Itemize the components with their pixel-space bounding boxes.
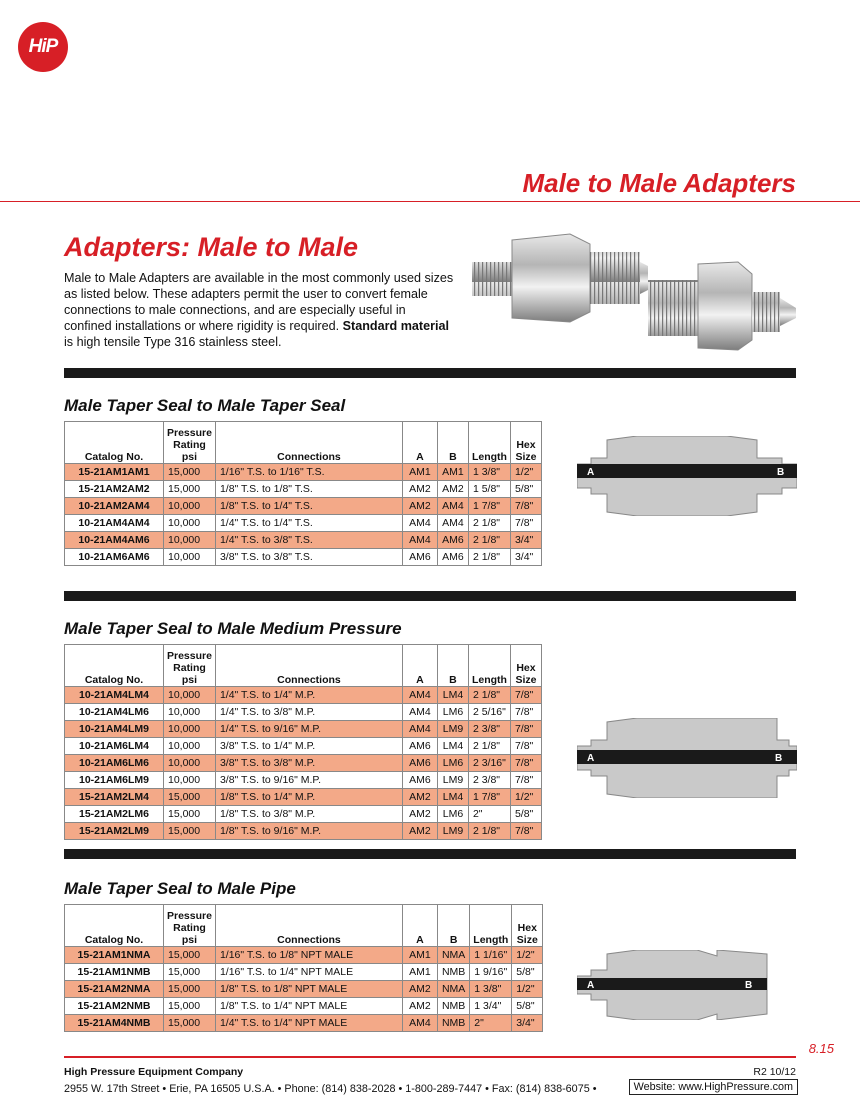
connections-cell: 1/16" T.S. to 1/8" NPT MALE: [215, 947, 402, 964]
table-row: [65, 1015, 543, 1032]
hip-logo: HiP: [18, 22, 68, 72]
b-cell: AM4: [437, 498, 468, 515]
connections-cell: 1/8" T.S. to 1/4" M.P.: [215, 789, 402, 806]
hex-cell: 7/8": [510, 704, 541, 721]
pressure-cell: 10,000: [164, 498, 216, 515]
diagram-label-b: B: [745, 980, 753, 991]
diagram-label-a: A: [587, 467, 595, 478]
length-cell: 2 1/8": [468, 687, 510, 704]
connections-cell: 1/4" T.S. to 9/16" M.P.: [215, 721, 402, 738]
connections-cell: 1/8" T.S. to 3/8" M.P.: [215, 806, 402, 823]
hex-cell: 3/4": [512, 1015, 543, 1032]
hex-cell: 7/8": [510, 687, 541, 704]
section-divider: [64, 368, 796, 378]
table-row: [65, 704, 542, 721]
table-row: [65, 721, 542, 738]
catalog-cell: 15-21AM2LM6: [65, 806, 164, 823]
diagram-label-b: B: [775, 753, 783, 764]
table-row: [65, 464, 542, 481]
hex-cell: 7/8": [510, 721, 541, 738]
catalog-cell: 15-21AM2LM9: [65, 823, 164, 840]
section-heading: Adapters: Male to Male: [64, 232, 359, 262]
pressure-cell: 15,000: [164, 998, 216, 1015]
b-cell: LM9: [437, 772, 468, 789]
diagram-ts-pipe: [577, 950, 797, 1020]
hex-cell: 3/4": [510, 549, 541, 566]
pressure-cell: 10,000: [164, 549, 216, 566]
connections-cell: 3/8" T.S. to 3/8" T.S.: [215, 549, 402, 566]
hex-cell: 7/8": [510, 515, 541, 532]
col-b: B: [437, 422, 468, 464]
pressure-cell: 15,000: [164, 481, 216, 498]
a-cell: AM1: [402, 464, 437, 481]
pressure-cell: 15,000: [164, 981, 216, 998]
connections-cell: 1/16" T.S. to 1/4" NPT MALE: [215, 964, 402, 981]
length-cell: 2 3/8": [468, 721, 510, 738]
hex-cell: 1/2": [512, 981, 543, 998]
page-title: Male to Male Adapters: [522, 168, 796, 198]
catalog-cell: 10-21AM6LM6: [65, 755, 164, 772]
hex-cell: 7/8": [510, 738, 541, 755]
table-row: [65, 772, 542, 789]
connections-cell: 1/4" T.S. to 1/4" M.P.: [215, 687, 402, 704]
connections-cell: 3/8" T.S. to 3/8" M.P.: [215, 755, 402, 772]
col-connections: Connections: [215, 422, 402, 464]
b-cell: NMB: [437, 998, 469, 1015]
pressure-cell: 10,000: [164, 515, 216, 532]
col-hex: Hex Size: [510, 645, 541, 687]
catalog-cell: 10-21AM4AM6: [65, 532, 164, 549]
hex-cell: 1/2": [510, 789, 541, 806]
length-cell: 1 3/8": [468, 464, 510, 481]
table-row: [65, 738, 542, 755]
length-cell: 2": [468, 806, 510, 823]
a-cell: AM1: [402, 947, 437, 964]
length-cell: 2 1/8": [468, 823, 510, 840]
pressure-cell: 10,000: [164, 755, 216, 772]
col-a: A: [402, 645, 437, 687]
col-a: A: [402, 905, 437, 947]
hex-cell: 5/8": [512, 998, 543, 1015]
b-cell: LM9: [437, 721, 468, 738]
b-cell: NMA: [437, 981, 469, 998]
a-cell: AM2: [402, 789, 437, 806]
length-cell: 1 3/4": [470, 998, 512, 1015]
a-cell: AM1: [402, 964, 437, 981]
catalog-cell: 10-21AM6LM9: [65, 772, 164, 789]
a-cell: AM4: [402, 515, 437, 532]
section-title-ts-mp: Male Taper Seal to Male Medium Pressure: [64, 619, 402, 638]
col-a: A: [402, 422, 437, 464]
b-cell: AM2: [437, 481, 468, 498]
col-length: Length: [470, 905, 512, 947]
a-cell: AM6: [402, 755, 437, 772]
page-number: 8.15: [808, 1041, 834, 1056]
pressure-cell: 10,000: [164, 532, 216, 549]
pressure-cell: 15,000: [164, 789, 216, 806]
col-b: B: [437, 905, 469, 947]
length-cell: 1 7/8": [468, 789, 510, 806]
catalog-cell: 10-21AM4LM9: [65, 721, 164, 738]
b-cell: AM1: [437, 464, 468, 481]
length-cell: 2 1/8": [468, 515, 510, 532]
table-row: [65, 998, 543, 1015]
hex-cell: 5/8": [512, 964, 543, 981]
company-address: 2955 W. 17th Street • Erie, PA 16505 U.S.A. • Phone: (814) 838-2028 • 1-800-289-7447 • Fax: (814) 838-6075 •: [64, 1083, 597, 1095]
length-cell: 1 1/16": [470, 947, 512, 964]
col-pressure: Pressure Rating psi: [164, 645, 216, 687]
table-row: [65, 789, 542, 806]
table-row: [65, 687, 542, 704]
b-cell: LM4: [437, 789, 468, 806]
catalog-cell: 10-21AM6LM4: [65, 738, 164, 755]
col-connections: Connections: [215, 645, 402, 687]
col-catalog: Catalog No.: [65, 645, 164, 687]
hex-cell: 1/2": [512, 947, 543, 964]
adapters-photo: [470, 222, 800, 357]
catalog-cell: 15-21AM2NMB: [65, 998, 164, 1015]
hex-cell: 5/8": [510, 806, 541, 823]
catalog-cell: 15-21AM2LM4: [65, 789, 164, 806]
a-cell: AM6: [402, 549, 437, 566]
table-ts-ts: [64, 421, 542, 566]
a-cell: AM4: [402, 687, 437, 704]
table-row: [65, 964, 543, 981]
connections-cell: 1/4" T.S. to 1/4" NPT MALE: [215, 1015, 402, 1032]
length-cell: 1 5/8": [468, 481, 510, 498]
b-cell: LM6: [437, 704, 468, 721]
pressure-cell: 15,000: [164, 947, 216, 964]
col-catalog: Catalog No.: [65, 422, 164, 464]
website-link[interactable]: Website: www.HighPressure.com: [629, 1079, 798, 1095]
length-cell: 2 3/8": [468, 772, 510, 789]
a-cell: AM4: [402, 1015, 437, 1032]
a-cell: AM6: [402, 738, 437, 755]
connections-cell: 3/8" T.S. to 1/4" M.P.: [215, 738, 402, 755]
length-cell: 1 3/8": [470, 981, 512, 998]
connections-cell: 3/8" T.S. to 9/16" M.P.: [215, 772, 402, 789]
a-cell: AM4: [402, 532, 437, 549]
table-row: [65, 515, 542, 532]
length-cell: 1 9/16": [470, 964, 512, 981]
col-catalog: Catalog No.: [65, 905, 164, 947]
b-cell: LM4: [437, 738, 468, 755]
catalog-cell: 15-21AM1NMA: [65, 947, 164, 964]
connections-cell: 1/4" T.S. to 3/8" M.P.: [215, 704, 402, 721]
length-cell: 2 1/8": [468, 738, 510, 755]
b-cell: AM4: [437, 515, 468, 532]
table-row: [65, 481, 542, 498]
section-title-ts-ts: Male Taper Seal to Male Taper Seal: [64, 396, 346, 415]
a-cell: AM4: [402, 704, 437, 721]
catalog-cell: 15-21AM2NMA: [65, 981, 164, 998]
section-divider: [64, 849, 796, 859]
connections-cell: 1/8" T.S. to 1/8" NPT MALE: [215, 981, 402, 998]
pressure-cell: 10,000: [164, 738, 216, 755]
company-name: High Pressure Equipment Company: [64, 1066, 244, 1078]
table-row: [65, 981, 543, 998]
length-cell: 2 1/8": [468, 532, 510, 549]
connections-cell: 1/4" T.S. to 1/4" T.S.: [215, 515, 402, 532]
b-cell: LM9: [437, 823, 468, 840]
hex-cell: 5/8": [510, 481, 541, 498]
pressure-cell: 15,000: [164, 964, 216, 981]
b-cell: NMB: [437, 964, 469, 981]
pressure-cell: 10,000: [164, 772, 216, 789]
pressure-cell: 10,000: [164, 721, 216, 738]
connections-cell: 1/8" T.S. to 9/16" M.P.: [215, 823, 402, 840]
a-cell: AM2: [402, 981, 437, 998]
table-row: [65, 823, 542, 840]
table-ts-mp: [64, 644, 542, 840]
col-hex: Hex Size: [512, 905, 543, 947]
b-cell: LM6: [437, 755, 468, 772]
pressure-cell: 15,000: [164, 1015, 216, 1032]
a-cell: AM2: [402, 498, 437, 515]
connections-cell: 1/8" T.S. to 1/4" NPT MALE: [215, 998, 402, 1015]
pressure-cell: 10,000: [164, 704, 216, 721]
col-b: B: [437, 645, 468, 687]
a-cell: AM6: [402, 772, 437, 789]
b-cell: AM6: [437, 549, 468, 566]
catalog-cell: 10-21AM4AM4: [65, 515, 164, 532]
connections-cell: 1/16" T.S. to 1/16" T.S.: [215, 464, 402, 481]
a-cell: AM2: [402, 806, 437, 823]
table-row: [65, 532, 542, 549]
title-rule: [0, 201, 860, 202]
b-cell: NMB: [437, 1015, 469, 1032]
pressure-cell: 15,000: [164, 806, 216, 823]
pressure-cell: 15,000: [164, 464, 216, 481]
table-ts-pipe: [64, 904, 543, 1032]
revision: R2 10/12: [753, 1066, 796, 1078]
b-cell: NMA: [437, 947, 469, 964]
table-row: [65, 806, 542, 823]
a-cell: AM4: [402, 721, 437, 738]
table-row: [65, 498, 542, 515]
b-cell: LM4: [437, 687, 468, 704]
diagram-ts-ts: [577, 436, 797, 516]
col-hex: Hex Size: [510, 422, 541, 464]
catalog-cell: 15-21AM1AM1: [65, 464, 164, 481]
connections-cell: 1/8" T.S. to 1/8" T.S.: [215, 481, 402, 498]
length-cell: 2 5/16": [468, 704, 510, 721]
catalog-cell: 10-21AM6AM6: [65, 549, 164, 566]
col-pressure: Pressure Rating psi: [164, 422, 216, 464]
diagram-label-a: A: [587, 753, 595, 764]
connections-cell: 1/8" T.S. to 1/4" T.S.: [215, 498, 402, 515]
hex-cell: 1/2": [510, 464, 541, 481]
col-length: Length: [468, 645, 510, 687]
hex-cell: 3/4": [510, 532, 541, 549]
a-cell: AM2: [402, 998, 437, 1015]
hex-cell: 7/8": [510, 823, 541, 840]
pressure-cell: 15,000: [164, 823, 216, 840]
hex-cell: 7/8": [510, 772, 541, 789]
footer-rule: [64, 1056, 796, 1058]
catalog-cell: 10-21AM2AM4: [65, 498, 164, 515]
intro-paragraph: Male to Male Adapters are available in the most commonly used sizes as listed below. These adapters permit the user to convert female connections to male connections, and are especially useful in confined installations or where rigidity is required. Standard material is high tensile Type 316 stainless steel.: [64, 271, 454, 349]
a-cell: AM2: [402, 823, 437, 840]
length-cell: 1 7/8": [468, 498, 510, 515]
length-cell: 2": [470, 1015, 512, 1032]
catalog-cell: 15-21AM1NMB: [65, 964, 164, 981]
diagram-label-b: B: [777, 467, 785, 478]
diagram-label-a: A: [587, 980, 595, 991]
connections-cell: 1/4" T.S. to 3/8" T.S.: [215, 532, 402, 549]
section-divider: [64, 591, 796, 601]
catalog-cell: 15-21AM2AM2: [65, 481, 164, 498]
section-title-ts-pipe: Male Taper Seal to Male Pipe: [64, 879, 296, 898]
a-cell: AM2: [402, 481, 437, 498]
table-row: [65, 947, 543, 964]
b-cell: AM6: [437, 532, 468, 549]
table-row: [65, 755, 542, 772]
catalog-cell: 15-21AM4NMB: [65, 1015, 164, 1032]
col-connections: Connections: [215, 905, 402, 947]
diagram-ts-mp: [577, 718, 797, 798]
catalog-cell: 10-21AM4LM4: [65, 687, 164, 704]
catalog-cell: 10-21AM4LM6: [65, 704, 164, 721]
length-cell: 2 1/8": [468, 549, 510, 566]
hex-cell: 7/8": [510, 498, 541, 515]
b-cell: LM6: [437, 806, 468, 823]
table-row: [65, 549, 542, 566]
pressure-cell: 10,000: [164, 687, 216, 704]
col-length: Length: [468, 422, 510, 464]
hex-cell: 7/8": [510, 755, 541, 772]
col-pressure: Pressure Rating psi: [164, 905, 216, 947]
length-cell: 2 3/16": [468, 755, 510, 772]
